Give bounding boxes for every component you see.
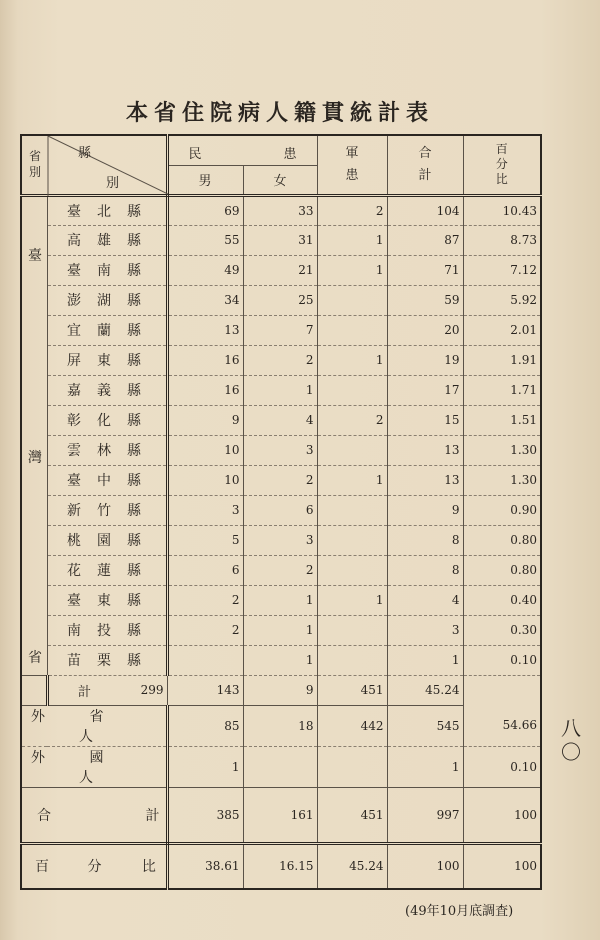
cell-total: 13 <box>387 435 463 465</box>
table-row <box>21 255 541 285</box>
cell-military <box>317 555 387 585</box>
footer-note: (49年10月底調査) <box>405 904 514 919</box>
corner-county-label-2: 別 <box>106 176 120 191</box>
province-label-bottom: 省 <box>28 649 42 666</box>
county-name: 臺北縣 <box>47 195 167 225</box>
cell-military: 1 <box>317 465 387 495</box>
county-name: 花蓮縣 <box>47 555 167 585</box>
cell-male: 3 <box>167 495 243 525</box>
table-row <box>21 615 541 645</box>
cell-pct: 8.73 <box>463 225 541 255</box>
cell-total: 8 <box>387 555 463 585</box>
table-row <box>21 405 541 435</box>
cell-male <box>167 645 243 675</box>
table-row <box>21 315 541 345</box>
cell-pct: 0.10 <box>463 645 541 675</box>
table-row <box>21 375 541 405</box>
cell-pct: 10.43 <box>463 195 541 225</box>
female-header: 女 <box>243 165 317 195</box>
table-row <box>21 585 541 615</box>
cell-total: 104 <box>387 195 463 225</box>
page-number: 八〇 <box>561 716 581 764</box>
cell-total: 15 <box>387 405 463 435</box>
foreign-female <box>243 746 317 787</box>
subtotal-label-text: 計 <box>21 675 47 705</box>
cell-military: 1 <box>317 255 387 285</box>
percent-label-3: 比 <box>495 172 508 187</box>
cell-military: 1 <box>317 225 387 255</box>
percent-header <box>463 135 541 195</box>
county-name: 高雄縣 <box>47 225 167 255</box>
cell-male: 69 <box>167 195 243 225</box>
grand-total-total: 997 <box>387 787 463 843</box>
percent-label-1: 百 <box>495 142 508 157</box>
total-header <box>387 135 463 195</box>
cell-total: 19 <box>387 345 463 375</box>
cell-total: 4 <box>387 585 463 615</box>
cell-male: 2 <box>167 585 243 615</box>
cell-female: 1 <box>243 645 317 675</box>
other-province-total: 545 <box>387 705 463 746</box>
total-label: 合 <box>418 145 432 161</box>
cell-pct: 1.30 <box>463 465 541 495</box>
cell-pct: 1.51 <box>463 405 541 435</box>
table-row <box>21 225 541 255</box>
other-province-label: 外 省 人 <box>21 705 167 746</box>
percent-row-male: 38.61 <box>167 843 243 889</box>
county-name: 苗栗縣 <box>47 645 167 675</box>
military-header <box>317 135 387 195</box>
table-row <box>21 645 541 675</box>
cell-pct: 0.90 <box>463 495 541 525</box>
subtotal-male: 299 <box>47 675 167 705</box>
province-label-top: 臺 <box>28 247 42 264</box>
cell-pct: 2.01 <box>463 315 541 345</box>
cell-military: 1 <box>317 585 387 615</box>
male-header: 男 <box>167 165 243 195</box>
percent-row-female: 16.15 <box>243 843 317 889</box>
cell-pct: 1.30 <box>463 435 541 465</box>
county-name: 彰化縣 <box>47 405 167 435</box>
other-province-row <box>21 705 541 746</box>
table-row <box>21 465 541 495</box>
cell-military <box>317 615 387 645</box>
cell-total: 1 <box>387 645 463 675</box>
cell-female: 1 <box>243 375 317 405</box>
province-label <box>21 195 47 675</box>
cell-female: 25 <box>243 285 317 315</box>
other-province-female: 18 <box>243 705 317 746</box>
civilian-label-2: 患 <box>283 147 297 162</box>
cell-female: 4 <box>243 405 317 435</box>
cell-female: 6 <box>243 495 317 525</box>
table-row <box>21 525 541 555</box>
cell-female: 2 <box>243 345 317 375</box>
corner-header <box>21 135 167 195</box>
table-row <box>21 555 541 585</box>
cell-female: 2 <box>243 555 317 585</box>
cell-pct: 7.12 <box>463 255 541 285</box>
cell-pct: 1.71 <box>463 375 541 405</box>
foreign-pct: 0.10 <box>463 746 541 787</box>
percent-row-total: 100 <box>387 843 463 889</box>
subtotal-row <box>21 675 541 705</box>
cell-male: 16 <box>167 375 243 405</box>
subtotal-pct: 45.24 <box>387 675 463 705</box>
cell-total: 13 <box>387 465 463 495</box>
table-row <box>21 285 541 315</box>
cell-male: 49 <box>167 255 243 285</box>
county-name: 屏東縣 <box>47 345 167 375</box>
grand-total-military: 451 <box>317 787 387 843</box>
grand-total-pct: 100 <box>463 787 541 843</box>
corner-county-label: 縣 <box>78 146 92 161</box>
cell-military <box>317 645 387 675</box>
cell-female: 2 <box>243 465 317 495</box>
county-name: 南投縣 <box>47 615 167 645</box>
county-name: 澎湖縣 <box>47 285 167 315</box>
county-name: 雲林縣 <box>47 435 167 465</box>
cell-female: 7 <box>243 315 317 345</box>
cell-military: 2 <box>317 195 387 225</box>
foreign-male: 1 <box>167 746 243 787</box>
grand-total-female: 161 <box>243 787 317 843</box>
subtotal-female: 143 <box>167 675 243 705</box>
cell-female: 3 <box>243 435 317 465</box>
total-label-2: 計 <box>418 167 432 183</box>
county-name: 臺南縣 <box>47 255 167 285</box>
cell-military <box>317 375 387 405</box>
grand-total-label: 合 計 <box>21 787 167 843</box>
cell-military <box>317 315 387 345</box>
cell-pct: 0.30 <box>463 615 541 645</box>
county-name: 宜蘭縣 <box>47 315 167 345</box>
cell-total: 8 <box>387 525 463 555</box>
cell-male: 34 <box>167 285 243 315</box>
subtotal-military: 9 <box>243 675 317 705</box>
other-province-male: 85 <box>167 705 243 746</box>
table-row <box>21 435 541 465</box>
foreign-label: 外 國 人 <box>21 746 167 787</box>
header-row-1 <box>21 135 541 165</box>
page-title: 本省住院病人籍貫統計表 <box>125 100 434 126</box>
county-name: 新竹縣 <box>47 495 167 525</box>
cell-military: 2 <box>317 405 387 435</box>
table-row <box>21 345 541 375</box>
other-province-military: 442 <box>317 705 387 746</box>
cell-male: 16 <box>167 345 243 375</box>
civilian-label: 民 <box>188 147 202 162</box>
cell-female: 1 <box>243 585 317 615</box>
cell-female: 1 <box>243 615 317 645</box>
cell-male: 10 <box>167 465 243 495</box>
table-row <box>21 195 541 225</box>
cell-female: 21 <box>243 255 317 285</box>
cell-military <box>317 525 387 555</box>
county-name: 臺中縣 <box>47 465 167 495</box>
civilian-header <box>167 135 317 165</box>
percent-row <box>21 843 541 889</box>
cell-total: 9 <box>387 495 463 525</box>
cell-pct: 0.40 <box>463 585 541 615</box>
province-label-mid: 灣 <box>28 449 42 466</box>
cell-male: 5 <box>167 525 243 555</box>
county-name: 臺東縣 <box>47 585 167 615</box>
cell-military: 1 <box>317 345 387 375</box>
cell-military <box>317 435 387 465</box>
cell-pct: 0.80 <box>463 525 541 555</box>
percent-row-military: 45.24 <box>317 843 387 889</box>
cell-female: 33 <box>243 195 317 225</box>
military-label-2: 患 <box>345 167 359 183</box>
cell-military <box>317 495 387 525</box>
county-rows <box>21 195 541 675</box>
cell-male: 2 <box>167 615 243 645</box>
cell-male: 9 <box>167 405 243 435</box>
cell-pct: 1.91 <box>463 345 541 375</box>
foreign-row <box>21 746 541 787</box>
cell-pct: 0.80 <box>463 555 541 585</box>
cell-total: 59 <box>387 285 463 315</box>
foreign-military <box>317 746 387 787</box>
grand-total-row <box>21 787 541 843</box>
cell-total: 3 <box>387 615 463 645</box>
cell-total: 17 <box>387 375 463 405</box>
subtotal-total: 451 <box>317 675 387 705</box>
cell-male: 13 <box>167 315 243 345</box>
cell-pct: 5.92 <box>463 285 541 315</box>
foreign-total: 1 <box>387 746 463 787</box>
cell-male: 6 <box>167 555 243 585</box>
cell-total: 20 <box>387 315 463 345</box>
percent-row-pct: 100 <box>463 843 541 889</box>
corner-province-label: 省別 <box>28 149 41 179</box>
other-province-pct: 54.66 <box>463 705 541 746</box>
military-label: 軍 <box>345 145 359 161</box>
grand-total-male: 385 <box>167 787 243 843</box>
cell-total: 87 <box>387 225 463 255</box>
statistics-table <box>20 134 542 890</box>
county-name: 桃園縣 <box>47 525 167 555</box>
cell-female: 3 <box>243 525 317 555</box>
percent-row-label: 百 分 比 <box>21 843 167 889</box>
percent-label-2: 分 <box>495 157 508 172</box>
cell-military <box>317 285 387 315</box>
cell-male: 10 <box>167 435 243 465</box>
county-name: 嘉義縣 <box>47 375 167 405</box>
cell-female: 31 <box>243 225 317 255</box>
cell-male: 55 <box>167 225 243 255</box>
cell-total: 71 <box>387 255 463 285</box>
table-row <box>21 495 541 525</box>
